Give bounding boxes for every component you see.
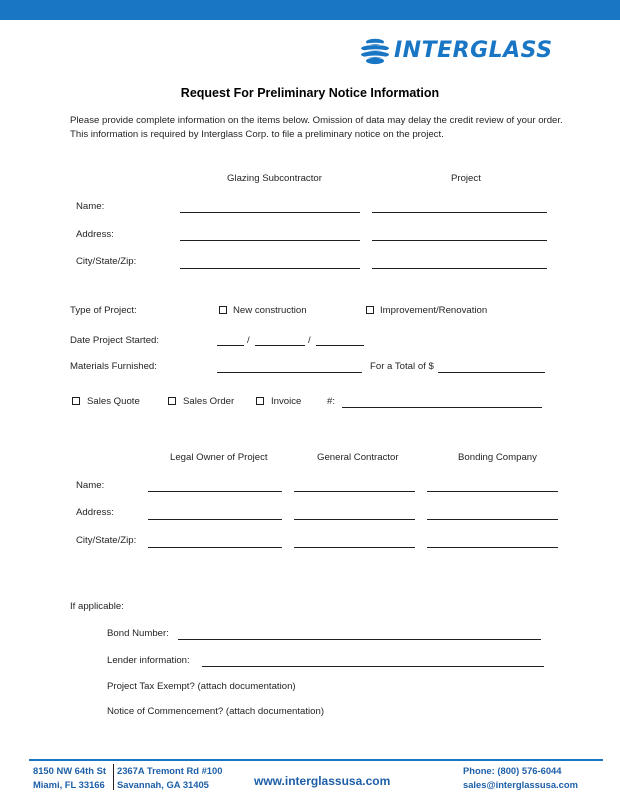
tax-exempt-label: Project Tax Exempt? (attach documentation) bbox=[107, 681, 296, 692]
date-started-label: Date Project Started: bbox=[70, 335, 160, 346]
date-separator: / bbox=[247, 335, 250, 346]
invoice-label: Invoice bbox=[271, 396, 302, 407]
type-of-project-label: Type of Project: bbox=[70, 305, 137, 316]
address-label: Address: bbox=[76, 229, 114, 240]
date-month-field[interactable] bbox=[217, 345, 244, 346]
notice-of-commencement-label: Notice of Commencement? (attach documentation) bbox=[107, 706, 325, 717]
owner-city-field[interactable] bbox=[148, 547, 282, 548]
subcontractor-city-field[interactable] bbox=[180, 268, 360, 269]
project-address-field[interactable] bbox=[372, 240, 547, 241]
savannah-address-line2: Savannah, GA 31405 bbox=[117, 779, 209, 790]
total-amount-field[interactable] bbox=[438, 372, 545, 373]
improvement-checkbox[interactable] bbox=[366, 306, 374, 314]
general-contractor-header: General Contractor bbox=[317, 452, 399, 463]
total-label: For a Total of $ bbox=[370, 361, 434, 372]
lender-information-label: Lender information: bbox=[107, 655, 190, 666]
glazing-subcontractor-header: Glazing Subcontractor bbox=[227, 173, 322, 184]
lender-information-field[interactable] bbox=[202, 666, 544, 667]
bonding-company-header: Bonding Company bbox=[458, 452, 537, 463]
bond-number-label: Bond Number: bbox=[107, 628, 169, 639]
project-header: Project bbox=[451, 173, 481, 184]
miami-address-line1: 8150 NW 64th St bbox=[33, 765, 106, 776]
email-link[interactable]: sales@interglassusa.com bbox=[463, 779, 578, 790]
city-state-zip-label: City/State/Zip: bbox=[76, 256, 137, 267]
improvement-label: Improvement/Renovation bbox=[380, 305, 488, 316]
if-applicable-heading: If applicable: bbox=[70, 601, 124, 612]
phone-number: Phone: (800) 576-6044 bbox=[463, 765, 562, 776]
website-link[interactable]: www.interglassusa.com bbox=[254, 774, 391, 788]
savannah-address-line1: 2367A Tremont Rd #100 bbox=[117, 765, 223, 776]
miami-address-line2: Miami, FL 33166 bbox=[33, 779, 105, 790]
address-label: Address: bbox=[76, 507, 114, 518]
brand-name: INTERGLASS bbox=[394, 38, 553, 63]
header-bar bbox=[0, 0, 620, 20]
contractor-name-field[interactable] bbox=[294, 491, 415, 492]
sales-quote-checkbox[interactable] bbox=[72, 397, 80, 405]
sales-order-checkbox[interactable] bbox=[168, 397, 176, 405]
project-city-field[interactable] bbox=[372, 268, 547, 269]
page-title: Request For Preliminary Notice Information bbox=[180, 86, 440, 100]
interglass-logo bbox=[360, 36, 553, 66]
new-construction-label: New construction bbox=[233, 305, 307, 316]
owner-name-field[interactable] bbox=[148, 491, 282, 492]
footer-divider bbox=[29, 759, 603, 761]
owner-address-field[interactable] bbox=[148, 519, 282, 520]
date-separator: / bbox=[308, 335, 311, 346]
contractor-city-field[interactable] bbox=[294, 547, 415, 548]
materials-furnished-field[interactable] bbox=[217, 372, 362, 373]
date-day-field[interactable] bbox=[255, 345, 305, 346]
bonding-address-field[interactable] bbox=[427, 519, 558, 520]
document-number-label: #: bbox=[327, 396, 336, 407]
subcontractor-address-field[interactable] bbox=[180, 240, 360, 241]
contractor-address-field[interactable] bbox=[294, 519, 415, 520]
project-name-field[interactable] bbox=[372, 212, 547, 213]
bond-number-field[interactable] bbox=[178, 639, 541, 640]
subcontractor-name-field[interactable] bbox=[180, 212, 360, 213]
materials-furnished-label: Materials Furnished: bbox=[70, 361, 157, 372]
intro-text: Please provide complete information on the items below. Omission of data may delay the credit review of your order. This information is required by Interglass Corp. to file a preliminary notice on the project. bbox=[70, 115, 563, 140]
legal-owner-header: Legal Owner of Project bbox=[170, 452, 268, 463]
document-number-field[interactable] bbox=[342, 407, 542, 408]
new-construction-checkbox[interactable] bbox=[219, 306, 227, 314]
date-year-field[interactable] bbox=[316, 345, 364, 346]
sales-order-label: Sales Order bbox=[183, 396, 235, 407]
bonding-city-field[interactable] bbox=[427, 547, 558, 548]
name-label: Name: bbox=[76, 201, 105, 212]
bonding-name-field[interactable] bbox=[427, 491, 558, 492]
sales-quote-label: Sales Quote bbox=[87, 396, 140, 407]
globe-icon bbox=[360, 36, 390, 66]
city-state-zip-label: City/State/Zip: bbox=[76, 535, 137, 546]
footer-separator bbox=[113, 764, 114, 790]
invoice-checkbox[interactable] bbox=[256, 397, 264, 405]
name-label: Name: bbox=[76, 480, 105, 491]
